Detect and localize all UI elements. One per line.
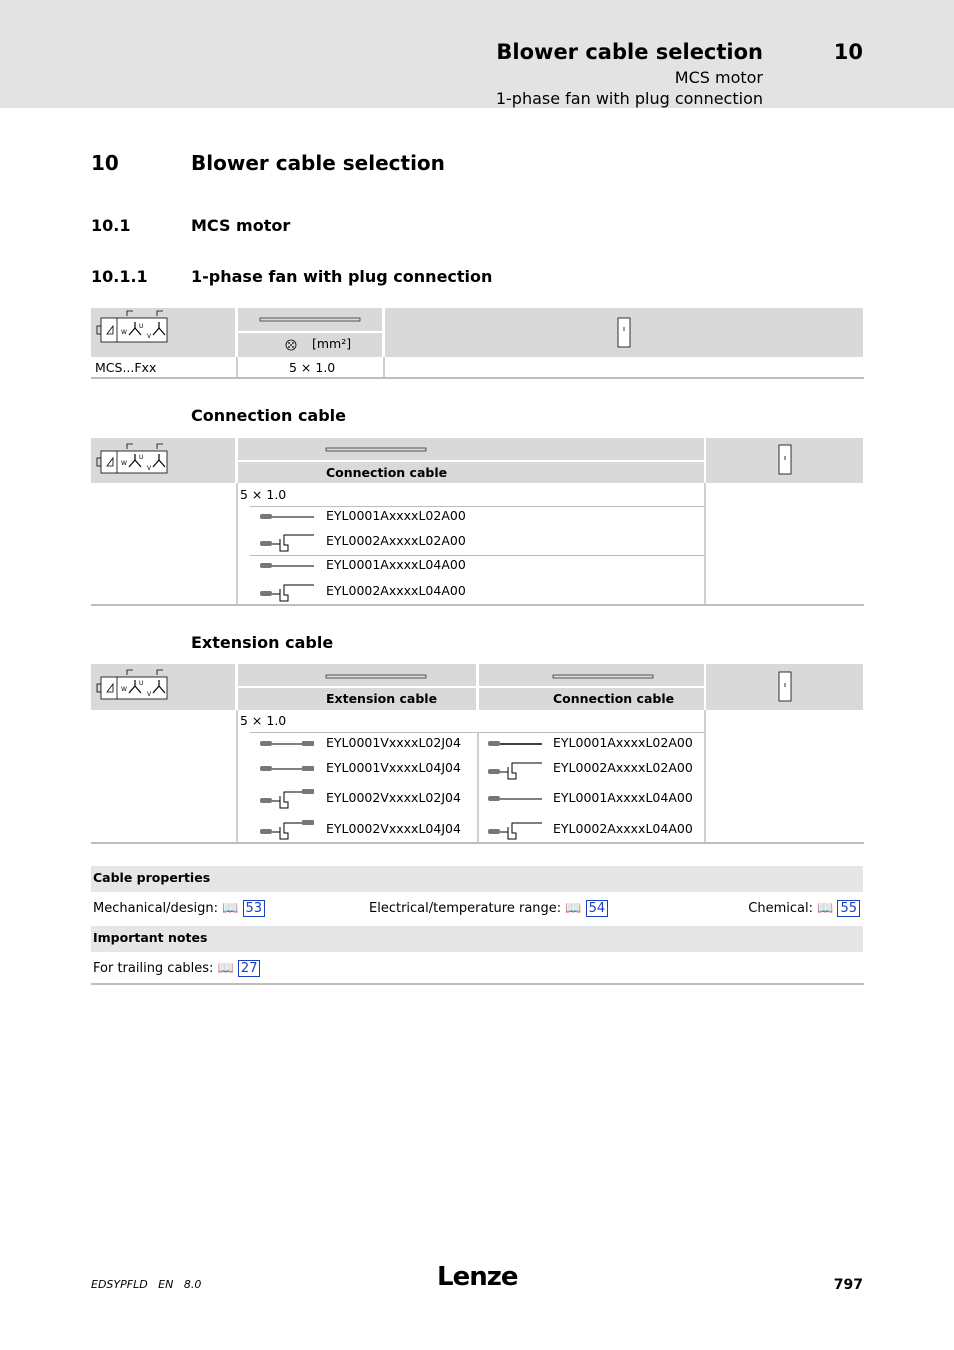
table-bottom-rule: [91, 842, 864, 844]
svg-text:W: W: [121, 460, 127, 467]
motor-fan-icon: [91, 664, 235, 710]
plug-pins-icon: [283, 337, 303, 357]
cable-icon: [238, 308, 382, 331]
connection-item: EYL0001AxxxxL04A00: [326, 557, 466, 572]
extension-item: EYL0001VxxxxL04J04: [326, 760, 461, 775]
extension-straight-icon: [258, 737, 318, 751]
extension-heading: Extension cable: [191, 633, 334, 652]
row-rule: [250, 732, 704, 733]
book-icon: 📖: [817, 901, 834, 916]
cable-properties-header: [91, 866, 863, 892]
connector-header-cell: [706, 438, 863, 483]
connection-col-label: Connection cable: [553, 691, 675, 706]
connection-col-header: [479, 688, 704, 710]
cable-properties-label: Cable properties: [93, 870, 211, 885]
trailing-ref: [93, 961, 260, 976]
chemical-ref: [748, 901, 860, 916]
extension-col-header: [238, 688, 476, 710]
mechanical-ref: [93, 901, 265, 916]
page-header: [0, 0, 954, 108]
straight-cable-icon: [258, 559, 318, 573]
header-subtitle-2: 1-phase fan with plug connection: [495, 89, 763, 108]
angled-cable-icon: [258, 579, 318, 603]
extension-angled-icon: [258, 786, 318, 810]
connector-header-cell: [706, 664, 863, 710]
connection-item: EYL0002AxxxxL02A00: [326, 533, 466, 548]
connection-item: EYL0002AxxxxL04A00: [326, 583, 466, 598]
cross-section-value: 5 × 1.0: [240, 713, 287, 728]
extension-col-label: Extension cable: [326, 691, 438, 706]
subsection-title: MCS motor: [191, 216, 291, 235]
svg-text:V: V: [147, 691, 152, 698]
cross-section-value: 5 × 1.0: [289, 360, 336, 375]
page-number: 797: [833, 1277, 863, 1293]
divider: [383, 357, 385, 377]
divider: [477, 733, 479, 843]
straight-cable-icon: [486, 737, 546, 751]
motor-type: MCS...Fxx: [95, 360, 157, 375]
lenze-logo: Lenze: [437, 1262, 518, 1292]
divider: [704, 710, 706, 843]
trailing-page-link[interactable]: 27: [238, 960, 261, 977]
table-bottom-rule: [91, 377, 864, 379]
motor-header-cell: [91, 664, 235, 710]
row-rule: [250, 506, 704, 507]
important-notes-label: Important notes: [93, 930, 208, 945]
extension-item: EYL0002VxxxxL02J04: [326, 790, 461, 805]
cable-icon: [479, 664, 704, 686]
cable-header-cell: [479, 664, 704, 686]
motor-fan-icon: [91, 438, 235, 483]
header-subtitle-1: MCS motor: [674, 68, 763, 87]
connector-header-cell: [385, 308, 863, 357]
mechanical-page-link[interactable]: 53: [243, 900, 266, 917]
svg-text:U: U: [139, 323, 144, 330]
subsubsection-title: 1-phase fan with plug connection: [191, 267, 493, 286]
header-chapter: 10: [833, 40, 863, 64]
straight-cable-icon: [258, 510, 318, 524]
svg-text:U: U: [139, 680, 144, 687]
chemical-label: Chemical:: [748, 901, 813, 916]
svg-text:V: V: [147, 333, 152, 340]
connector-icon: [617, 317, 631, 349]
angled-cable-icon: [486, 757, 546, 781]
motor-fan-icon: [91, 308, 235, 357]
connection-col-label: Connection cable: [326, 465, 448, 480]
svg-text:W: W: [121, 686, 127, 693]
unit-label: [mm²]: [312, 336, 352, 351]
section-number: 10: [91, 151, 119, 175]
mechanical-label: Mechanical/design:: [93, 901, 219, 916]
divider: [236, 357, 238, 377]
svg-text:V: V: [147, 465, 152, 472]
unit-header-cell: [238, 333, 382, 357]
connection-heading: Connection cable: [191, 406, 347, 425]
motor-header-cell: [91, 438, 235, 483]
extension-item: EYL0001VxxxxL02J04: [326, 735, 461, 750]
document-code: EDSYPFLD EN 8.0: [91, 1278, 202, 1291]
divider: [236, 710, 238, 843]
electrical-page-link[interactable]: 54: [586, 900, 609, 917]
divider: [236, 483, 238, 604]
divider: [704, 483, 706, 604]
connector-icon: [778, 671, 792, 703]
row-rule: [250, 555, 704, 556]
cable-header-cell: [238, 308, 382, 331]
extension-angled-icon: [258, 817, 318, 841]
table-bottom-rule: [91, 604, 864, 606]
extension-item: EYL0002VxxxxL04J04: [326, 821, 461, 836]
cable-header-cell: [238, 664, 476, 686]
book-icon: 📖: [565, 901, 582, 916]
extension-straight-icon: [258, 762, 318, 776]
cable-header-cell: [238, 438, 704, 460]
connector-icon: [778, 444, 792, 476]
cable-icon: [238, 664, 476, 686]
book-icon: 📖: [222, 901, 239, 916]
connection-item: EYL0002AxxxxL04A00: [553, 821, 693, 836]
trailing-label: For trailing cables:: [93, 961, 214, 976]
header-title: Blower cable selection: [496, 40, 763, 64]
motor-header-cell: [91, 308, 235, 357]
electrical-ref: [369, 901, 608, 916]
svg-text:U: U: [139, 454, 144, 461]
section-title: Blower cable selection: [191, 151, 445, 175]
book-icon: 📖: [217, 961, 234, 976]
cable-icon: [238, 438, 704, 460]
important-notes-header: [91, 926, 863, 952]
electrical-label: Electrical/temperature range:: [369, 901, 562, 916]
connection-col-header: [238, 462, 704, 483]
subsubsection-number: 10.1.1: [91, 267, 148, 286]
chemical-page-link[interactable]: 55: [837, 900, 860, 917]
connection-item: EYL0001AxxxxL02A00: [553, 735, 693, 750]
cross-section-value: 5 × 1.0: [240, 487, 287, 502]
subsection-number: 10.1: [91, 216, 131, 235]
connection-item: EYL0001AxxxxL02A00: [326, 508, 466, 523]
table-bottom-rule: [91, 983, 864, 985]
angled-cable-icon: [258, 529, 318, 553]
svg-text:W: W: [121, 329, 127, 336]
straight-cable-icon: [486, 792, 546, 806]
angled-cable-icon: [486, 817, 546, 841]
connection-item: EYL0002AxxxxL02A00: [553, 760, 693, 775]
connection-item: EYL0001AxxxxL04A00: [553, 790, 693, 805]
